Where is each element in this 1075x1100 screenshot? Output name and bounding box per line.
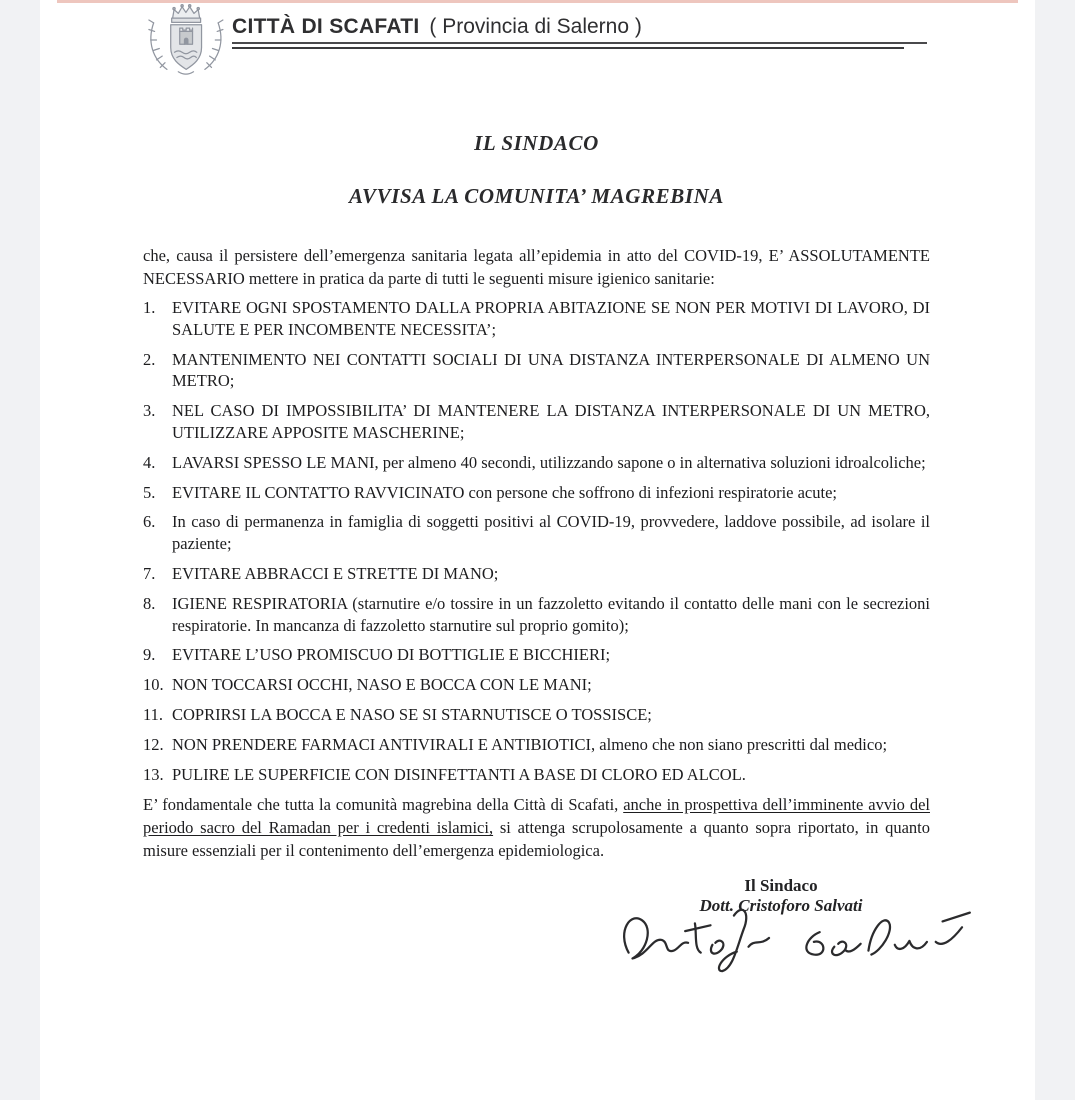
list-item-text: PULIRE LE SUPERFICIE CON DISINFETTANTI A BASE DI CLORO ED ALCOL. <box>172 764 746 784</box>
list-item <box>143 674 930 696</box>
signature-name: Dott. Cristoforo Salvati <box>699 896 863 916</box>
document-page <box>40 0 1035 1100</box>
list-item <box>143 704 930 726</box>
signature-block <box>626 876 936 916</box>
list-item-number: 6. <box>143 512 156 532</box>
list-item-number: 3. <box>143 401 156 421</box>
underlined-phrase: anche in prospettiva dell’imminente avvio del periodo sacro del Ramadan per i credenti islamici, <box>143 795 930 838</box>
list-item-text: In caso di permanenza in famiglia di soggetti positivi al COVID-19, provvedere, laddove possibile, ad isolare il paziente; <box>172 512 930 554</box>
list-item <box>143 482 930 504</box>
list-item <box>143 297 930 341</box>
list-item-text: MANTENIMENTO NEI CONTATTI SOCIALI DI UNA DISTANZA INTERPERSONALE DI ALMENO UN METRO; <box>172 349 930 391</box>
header-text <box>232 2 927 49</box>
list-item-number: 9. <box>143 645 156 665</box>
list-item-text: EVITARE OGNI SPOSTAMENTO DALLA PROPRIA ABITAZIONE SE NON PER MOTIVI DI LAVORO, DI SALUTE E PER INCOMBENTE NECESSITA’; <box>172 298 930 339</box>
list-item-text: EVITARE ABBRACCI E STRETTE DI MANO; <box>172 563 499 583</box>
province-name: ( Provincia di Salerno ) <box>429 15 642 38</box>
list-item-number: 10. <box>143 675 164 695</box>
list-item <box>143 593 930 637</box>
document-title: IL SINDACO <box>474 131 599 155</box>
list-item-text: LAVARSI SPESSO LE MANI, per almeno 40 secondi, utilizzando sapone o in alternativa soluzioni idroalcoliche; <box>172 452 926 472</box>
list-item-number: 11. <box>143 704 164 724</box>
list-item-text: EVITARE L’USO PROMISCUO DI BOTTIGLIE E BICCHIERI; <box>172 645 611 665</box>
list-item <box>143 400 930 444</box>
closing-text-before: E’ fondamentale che tutta la comunità magrebina della Città di Scafati, <box>143 795 624 815</box>
list-item-text: EVITARE IL CONTATTO RAVVICINATO con persone che soffrono di infezioni respiratorie acute; <box>172 482 837 502</box>
list-item <box>143 644 930 666</box>
list-item <box>143 511 930 555</box>
list-item-number: 2. <box>143 349 156 369</box>
list-item <box>143 349 930 393</box>
measures-list <box>143 297 930 785</box>
handwritten-signature-icon <box>608 898 1008 976</box>
list-item-text: COPRIRSI LA BOCCA E NASO SE SI STARNUTISCE O TOSSISCE; <box>172 704 652 724</box>
city-name: CITTÀ DI SCAFATI <box>232 15 420 38</box>
list-item-text: NON TOCCARSI OCCHI, NASO E BOCCA CON LE MANI; <box>172 675 592 695</box>
list-item <box>143 452 930 474</box>
list-item <box>143 764 930 786</box>
document-subtitle: AVVISA LA COMUNITA’ MAGREBINA <box>348 184 725 208</box>
list-item-number: 12. <box>143 734 164 754</box>
list-item-number: 5. <box>143 482 156 502</box>
list-item-text: NEL CASO DI IMPOSSIBILITA’ DI MANTENERE LA DISTANZA INTERPERSONALE DI UN METRO, UTILIZZARE APPOSITE MASCHERINE; <box>172 401 930 442</box>
list-item-number: 4. <box>143 452 156 472</box>
header-rule-bottom <box>232 47 904 49</box>
list-item-number: 8. <box>143 593 156 613</box>
intro-paragraph: che, causa il persistere dell’emergenza sanitaria legata all’epidemia in atto del COVID-19, E’ ASSOLUTAMENTE NECESSARIO mettere in pratica da parte di tutti le seguenti misure igienico sanitarie: <box>143 246 930 288</box>
header-rule-top <box>232 42 927 44</box>
list-item-text: NON PRENDERE FARMACI ANTIVIRALI E ANTIBIOTICI, almeno che non siano prescritti dal medico; <box>172 734 888 754</box>
list-item-number: 13. <box>143 764 164 784</box>
municipality-header <box>40 0 1035 76</box>
closing-paragraph <box>143 793 930 862</box>
list-item-text: IGIENE RESPIRATORIA (starnutire e/o tossire in un fazzoletto evitando il contatto delle mani con le secrezioni respiratorie. In mancanza di fazzoletto starnutire sul proprio gomito); <box>172 593 930 635</box>
signature-role: Il Sindaco <box>744 876 818 896</box>
list-item <box>143 734 930 756</box>
document-body <box>143 245 930 916</box>
list-item <box>143 563 930 585</box>
list-item-number: 1. <box>143 298 156 317</box>
closing-text-after: si attenga scrupolosamente a quanto sopra riportato, in quanto misure essenziali per il contenimento dell’emergenza epidemiologica. <box>143 818 930 861</box>
scafati-coat-of-arms-icon <box>140 2 228 76</box>
scan-top-edge-line <box>57 0 1018 3</box>
list-item-number: 7. <box>143 563 156 583</box>
